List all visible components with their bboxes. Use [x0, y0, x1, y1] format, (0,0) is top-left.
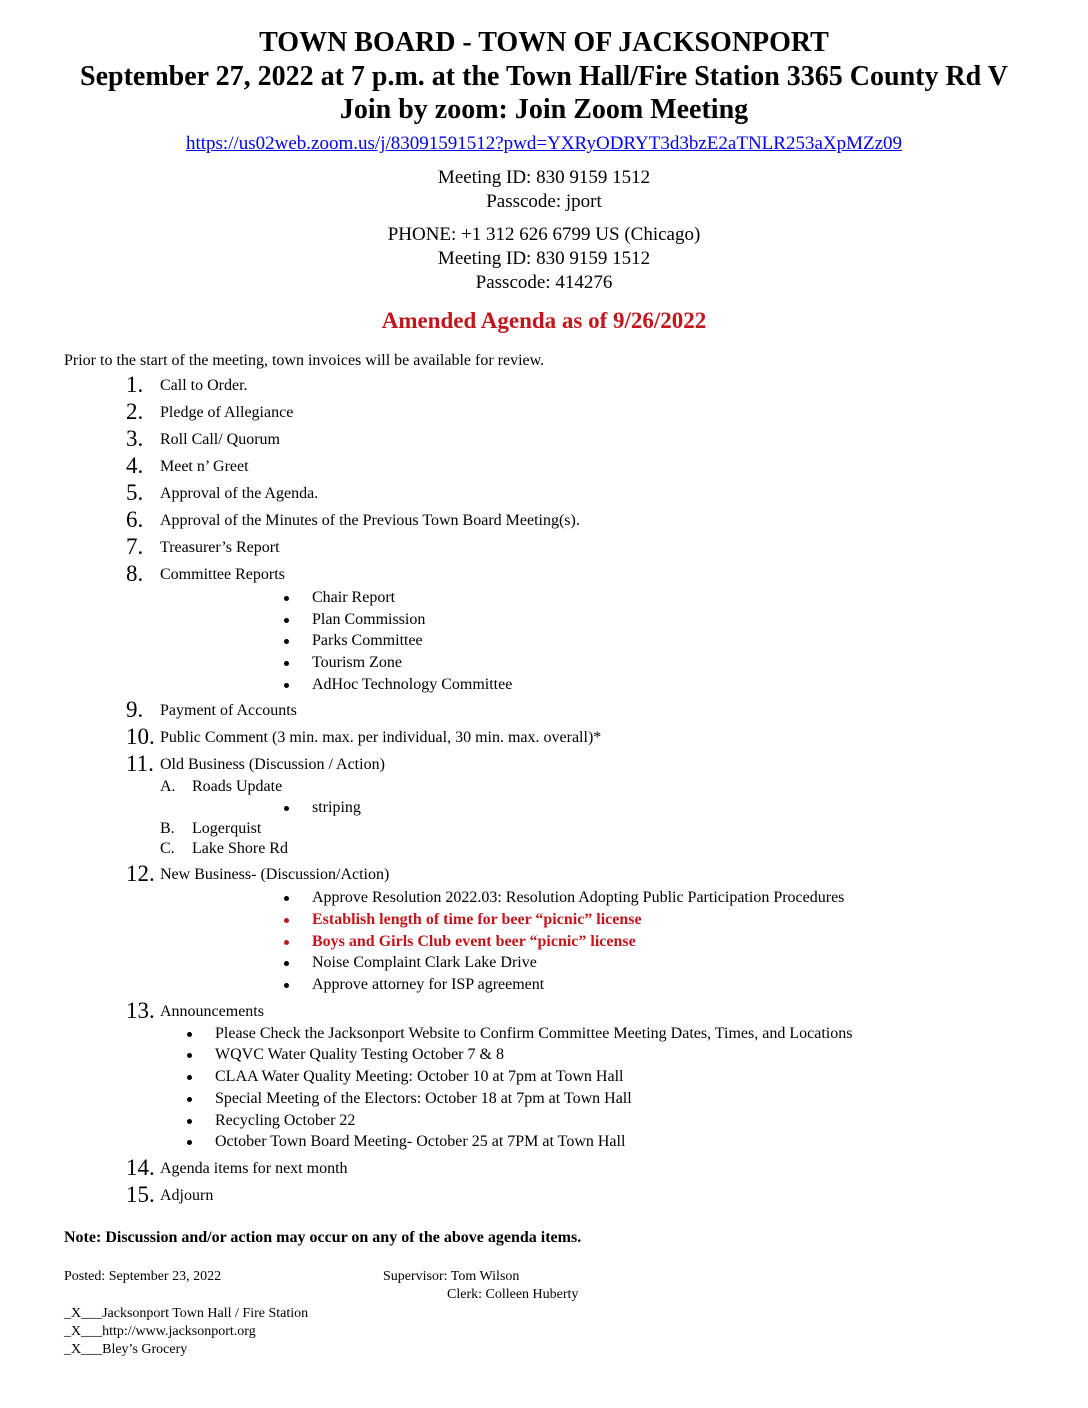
item-text: Old Business (Discussion / Action) — [160, 756, 385, 773]
bullet-icon — [187, 1075, 192, 1080]
item-number: 13. — [126, 998, 155, 1023]
title-line-2: September 27, 2022 at 7 p.m. at the Town Hall/Fire Station 3365 County Rd V — [80, 61, 1008, 92]
item-text: Payment of Accounts — [160, 702, 297, 719]
item-number: 7. — [126, 534, 144, 559]
item-number: 2. — [126, 399, 144, 424]
item-number: 10. — [126, 724, 155, 749]
agenda-page: TOWN BOARD - TOWN OF JACKSONPORT September 27, 2022 at 7 p.m. at the Town Hall/Fire Station 3365 County Rd V Join by zoom: Join Zoom Meeting https://us02web.zoom.us/j/83091591512?pwd=YXRyODRYT3d3bzE2aTNLR253aXpMZz09 Meeting ID: 830 9159 1512 Passcode: jport PHONE: +1 312 626 6799 US (Chicago) Meeting ID: 830 9159 1512 Passcode: 414276 Amended Agenda as of 9/26/2022 Prior to the start of the meeting, town invoices will be available for review. 1. Call to Order. 2. Pledge of Allegiance 3. Roll Call/ Quorum 4. Meet n’ Greet 5. Approval of the Agenda. 6. Approval of the Minutes of the Previous Town Board Meeting(s). 7. Treasurer’s Report 8. Committee Reports Chair Report Plan Commission Parks Committee Tourism Zone AdHoc Technology Committee 9. Payment of Accounts 10. Public Comment (3 min. max. per individual, 30 min. max. overall)* 11. Old Business (Discussion / Action) A. Roads Update striping B. Logerquist C. Lake Shore Rd 12. New Business- (Discussion/Action) Approve Resolution 2022.03: Resolution Adopting Public Participation Procedures Establish length of time for beer “picnic” license Boys and Girls Club event beer “picnic” license Noise Complaint Clark Lake Drive Approve attorney for ISP agreement 13. Announcements Please Check the Jacksonport Website to Confirm Committee Meeting Dates, Times, and Locations WQVC Water Quality Testing October 7 & 8 CLAA Water Quality Meeting: October 10 at 7pm at Town Hall Special Meeting of the Electors: October 18 at 7pm at Town Hall Recycling October 22 October Town Board Meeting- October 25 at 7PM at Town Hall 14. Agenda items for next month 15. Adjourn Note: Discussion and/or action may occur on any of the above agenda items. Posted: September 23, 2022 Supervisor: Tom Wilson Clerk: Colleen Huberty _X___Jacksonport Town Hall / Fire Station _X___http://www.jacksonport.org _X___Bley’s Grocery — [0, 0, 1088, 1408]
item-number: 12. — [126, 861, 155, 886]
intro-text: Prior to the start of the meeting, town invoices will be available for review. — [64, 352, 545, 369]
bullet-icon — [284, 596, 289, 601]
bullet-icon — [187, 1097, 192, 1102]
item-text: Committee Reports — [160, 566, 285, 583]
passcode: Passcode: jport — [486, 191, 602, 212]
bullet-icon — [284, 961, 289, 966]
note-text: Note: Discussion and/or action may occur on any of the above agenda items. — [64, 1229, 582, 1246]
item-number: 11. — [126, 751, 154, 776]
item-number: 14. — [126, 1155, 155, 1180]
item-text: New Business- (Discussion/Action) — [160, 866, 390, 883]
item-text: Treasurer’s Report — [160, 539, 280, 556]
item-number: 15. — [126, 1182, 155, 1207]
posting-location: _X___Jacksonport Town Hall / Fire Station — [64, 1306, 309, 1321]
item-text: Meet n’ Greet — [160, 458, 249, 475]
item-number: 4. — [126, 453, 144, 478]
posted-date: Posted: September 23, 2022 — [64, 1269, 222, 1284]
bullet-icon — [284, 806, 289, 811]
item-text: Approval of the Minutes of the Previous Town Board Meeting(s). — [160, 512, 580, 529]
bullet-icon — [187, 1053, 192, 1058]
item-text: Approval of the Agenda. — [160, 485, 319, 502]
bullet-icon — [284, 639, 289, 644]
clerk: Clerk: Colleen Huberty — [447, 1287, 579, 1302]
bullet-icon — [284, 918, 289, 923]
amended-notice: Amended Agenda as of 9/26/2022 — [381, 308, 707, 333]
title-line-1: TOWN BOARD - TOWN OF JACKSONPORT — [259, 27, 829, 58]
supervisor: Supervisor: Tom Wilson — [383, 1269, 520, 1284]
item-number: 8. — [126, 561, 144, 586]
item-text: Roll Call/ Quorum — [160, 431, 280, 448]
phone-passcode: Passcode: 414276 — [475, 272, 613, 293]
item-number: 9. — [126, 697, 144, 722]
zoom-link[interactable]: https://us02web.zoom.us/j/83091591512?pwd=YXRyODRYT3d3bzE2aTNLR253aXpMZz09 — [185, 133, 903, 154]
bullet-icon — [187, 1032, 192, 1037]
item-text: Public Comment (3 min. max. per individual, 30 min. max. overall)* — [160, 729, 602, 746]
item-number: 3. — [126, 426, 144, 451]
item-number: 1. — [126, 372, 144, 397]
item-text: Announcements — [160, 1003, 264, 1020]
item-text: Agenda items for next month — [160, 1160, 348, 1177]
meeting-id: Meeting ID: 830 9159 1512 — [437, 167, 651, 188]
item-text: Call to Order. — [160, 377, 248, 394]
bullet-icon — [284, 618, 289, 623]
item-text: Adjourn — [160, 1187, 214, 1204]
bullet-icon — [187, 1140, 192, 1145]
item-number: 5. — [126, 480, 144, 505]
posting-location: _X___http://www.jacksonport.org — [64, 1324, 256, 1339]
bullet-icon — [187, 1119, 192, 1124]
title-line-3: Join by zoom: Join Zoom Meeting — [339, 94, 749, 125]
bullet-icon — [284, 896, 289, 901]
bullet-icon — [284, 683, 289, 688]
posting-location: _X___Bley’s Grocery — [64, 1342, 188, 1357]
bullet-icon — [284, 983, 289, 988]
bullet-icon — [284, 661, 289, 666]
item-number: 6. — [126, 507, 144, 532]
item-text: Pledge of Allegiance — [160, 404, 294, 421]
phone-meeting-id: Meeting ID: 830 9159 1512 — [437, 248, 651, 269]
phone-number: PHONE: +1 312 626 6799 US (Chicago) — [387, 224, 701, 245]
bullet-icon — [284, 940, 289, 945]
